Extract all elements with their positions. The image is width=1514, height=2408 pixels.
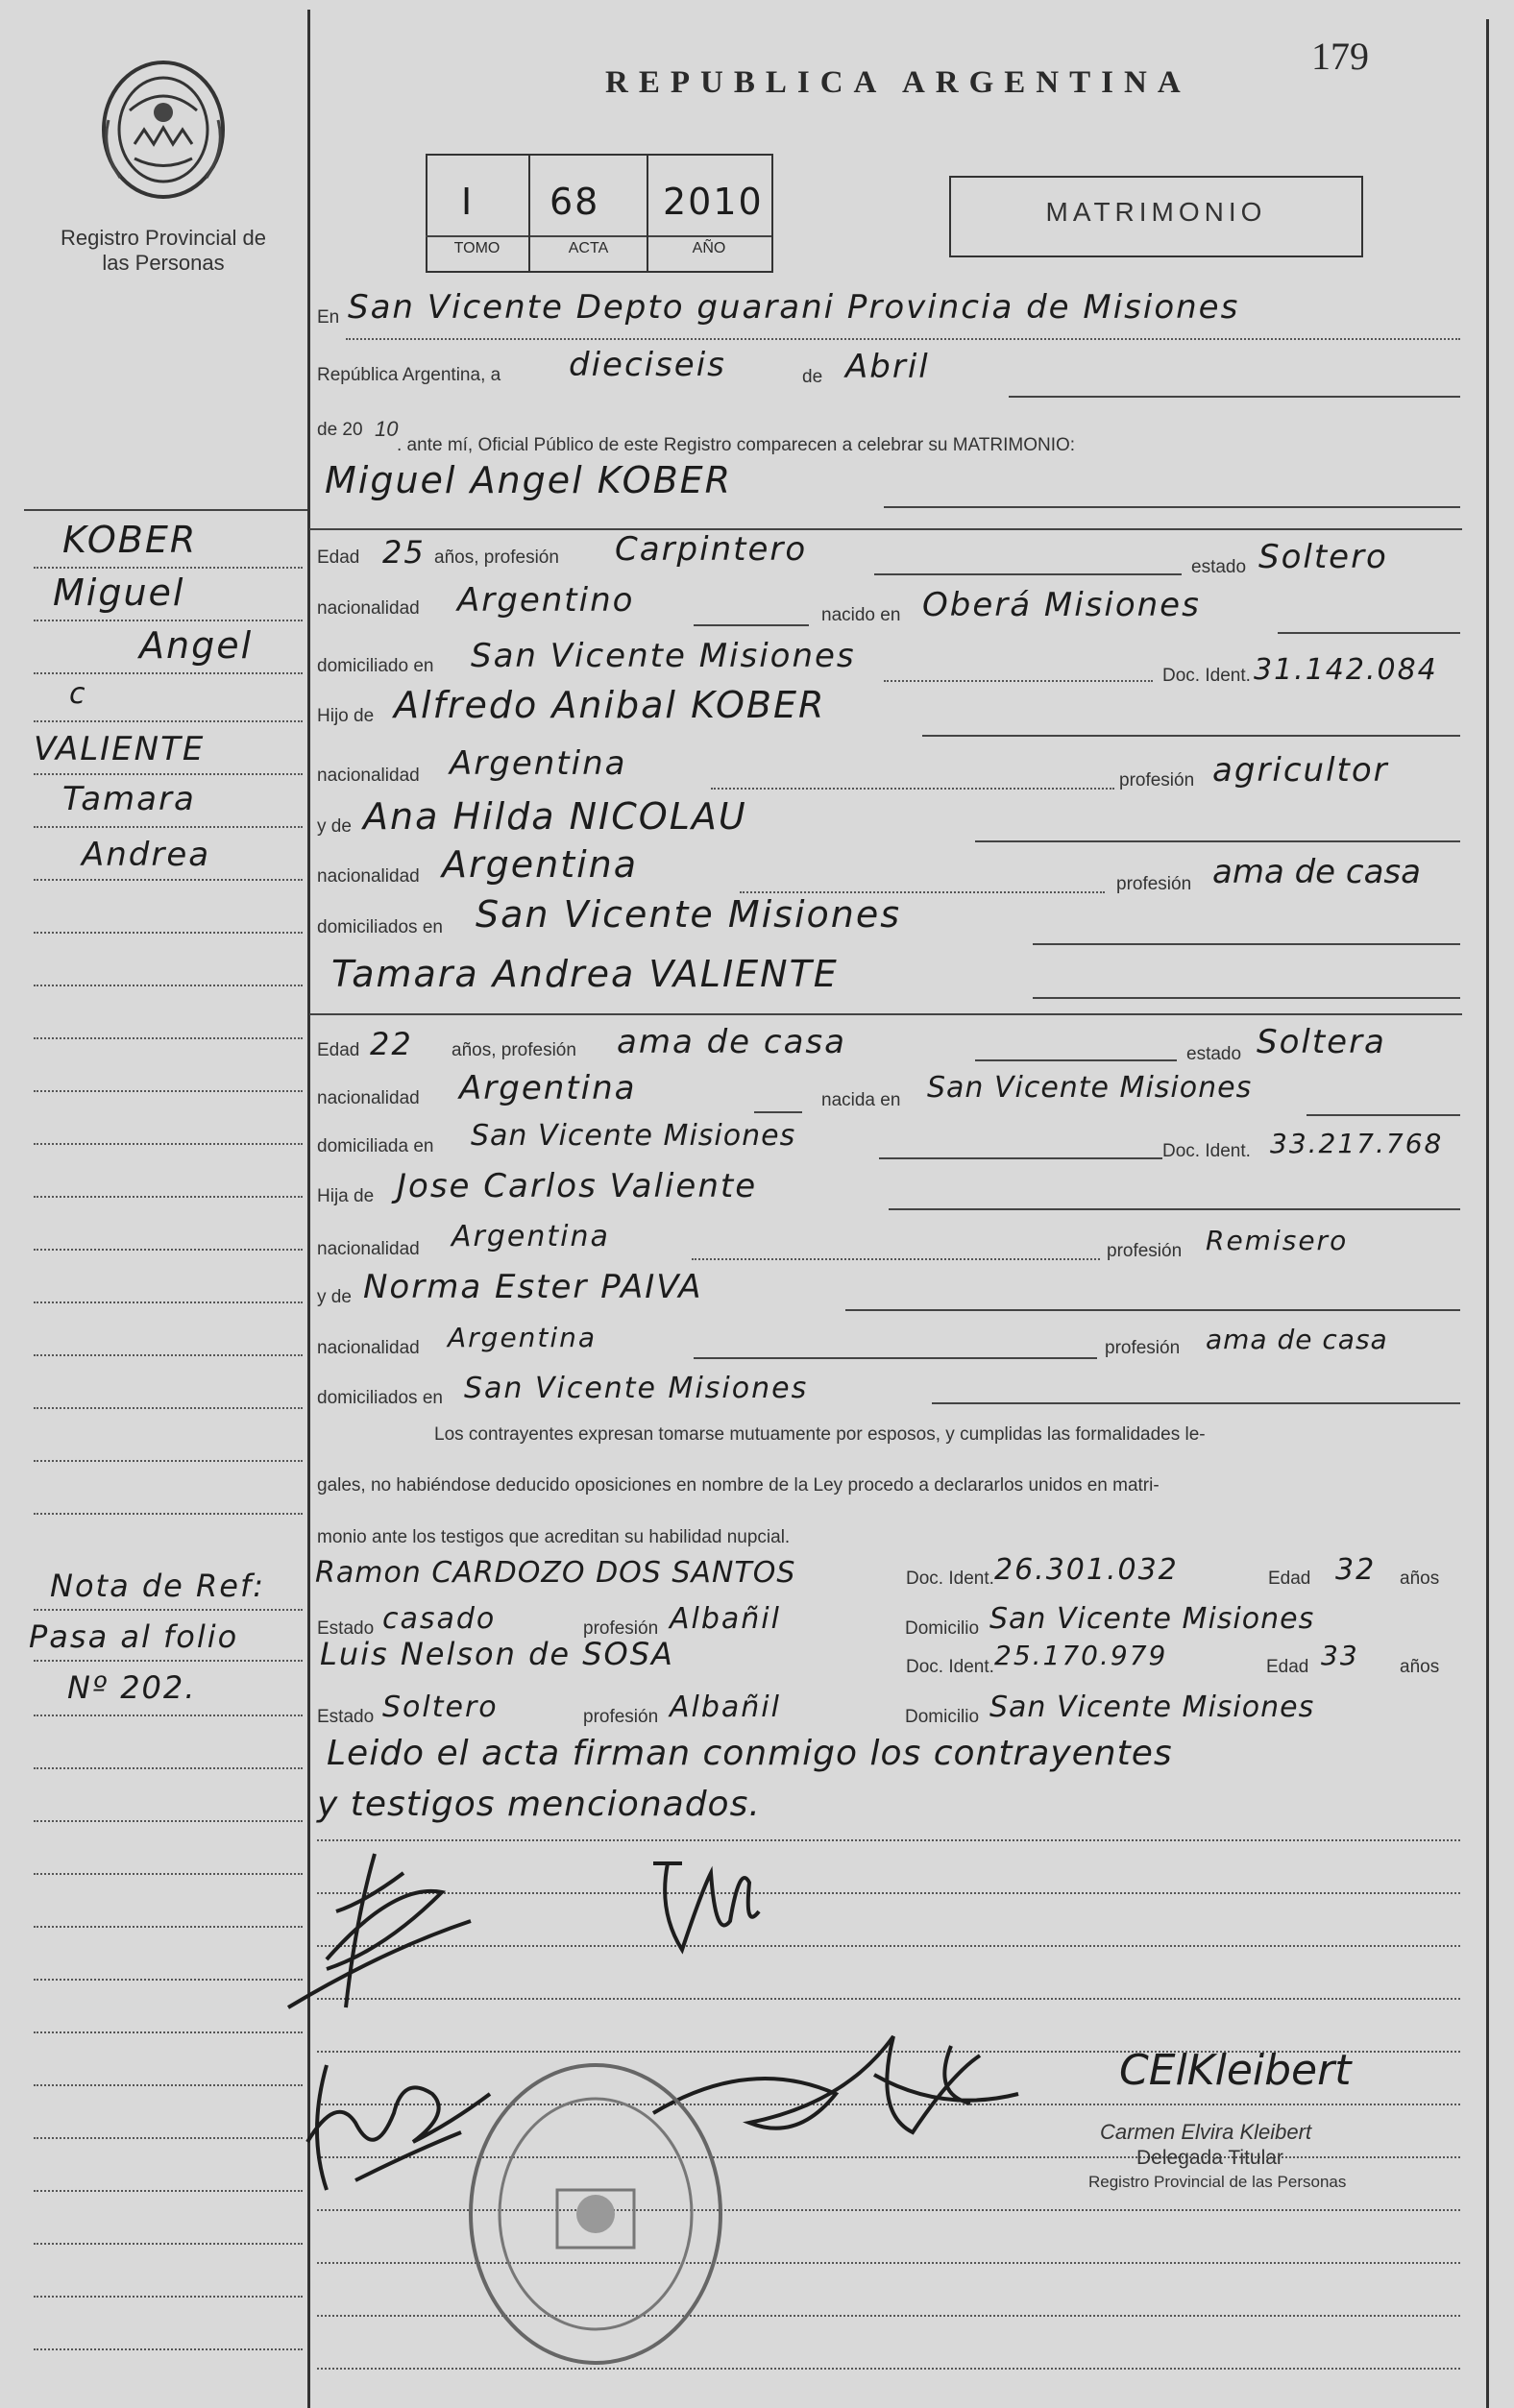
groom-madre: Ana Hilda NICOLAU [363, 795, 747, 838]
month: Abril [845, 348, 930, 386]
groom-estado-label: estado [1191, 557, 1247, 577]
groom-padre-prof: agricultor [1212, 751, 1389, 790]
bride-estado-label: estado [1186, 1044, 1242, 1064]
witness1-dom-label: Domicilio [905, 1618, 980, 1639]
margin-line-32 [34, 2243, 303, 2245]
bride-madre-line [845, 1309, 1460, 1311]
bride-padre-prof-label: profesión [1107, 1241, 1183, 1261]
groom-padre-prof-label: profesión [1119, 770, 1195, 791]
margin-line-8 [34, 932, 303, 934]
bride-full-name: Tamara Andrea VALIENTE [331, 953, 839, 995]
en-label: En [317, 307, 340, 328]
groom-anios-profesion: años, profesión [434, 547, 559, 568]
registry-title: Registro Provincial de las Personas [61, 226, 266, 275]
right-line-2 [317, 1892, 1460, 1894]
witness2-edad-label: Edad [1266, 1657, 1309, 1677]
margin-surname: KOBER [62, 519, 198, 561]
groom-profesion: Carpintero [615, 530, 808, 569]
document-type: MATRIMONIO [1045, 197, 1267, 227]
margin-name-4: Andrea [82, 836, 211, 874]
margin-line-34 [34, 2348, 303, 2350]
groom-padres-dom-line [1033, 943, 1460, 945]
margin-line-33 [34, 2296, 303, 2298]
witness1-estado: casado [382, 1602, 497, 1636]
margin-line-5 [34, 773, 303, 775]
bride-dom-line [879, 1157, 1162, 1159]
witness2-estado-label: Estado [317, 1707, 375, 1727]
right-line-4 [317, 1998, 1460, 2000]
margin-line-25 [34, 1873, 303, 1875]
witness2-estado: Soltero [382, 1690, 499, 1724]
margin-line-21 [34, 1660, 303, 1662]
bride-edad: 22 [370, 1026, 413, 1062]
margin-line-22 [34, 1715, 303, 1716]
bride-domicilio: San Vicente Misiones [471, 1119, 796, 1153]
legal-line-3: monio ante los testigos que acreditan su habilidad nupcial. [317, 1527, 791, 1547]
bride-anios-profesion: años, profesión [452, 1040, 576, 1060]
republica-label: República Argentina, a [317, 365, 501, 385]
bride-yde-label: y de [317, 1287, 352, 1307]
margin-line-27 [34, 1979, 303, 1981]
right-line-3 [317, 1945, 1460, 1947]
witness2-domicilio: San Vicente Misiones [989, 1690, 1315, 1724]
groom-madre-nac-label: nacionalidad [317, 866, 420, 887]
tomo-label: TOMO [453, 240, 501, 256]
groom-edad: 25 [382, 534, 426, 571]
groom-padres-dom: San Vicente Misiones [476, 893, 902, 936]
year-suffix: 10 [375, 417, 399, 441]
legal-line-2: gales, no habiéndose deducido oposiciones en nombre de la Ley procedo a declararlos unidos en matri- [317, 1475, 1160, 1496]
groom-madre-prof-label: profesión [1116, 874, 1192, 894]
bride-padres-dom: San Vicente Misiones [464, 1372, 809, 1405]
place-line [346, 338, 1460, 340]
witness2-prof-label: profesión [583, 1707, 659, 1727]
witness2-profesion: Albañil [670, 1690, 781, 1724]
bride-padre: Jose Carlos Valiente [397, 1167, 758, 1205]
bride-madre-nac: Argentina [448, 1322, 598, 1353]
groom-name-line [884, 506, 1460, 508]
country-title: REPUBLICA ARGENTINA [605, 65, 1191, 100]
de-label: de [802, 367, 823, 387]
province-seal-logo [91, 53, 235, 207]
bride-prof-line [975, 1059, 1177, 1061]
witness2-doc: 25.170.979 [994, 1640, 1168, 1671]
bride-madre-nac-label: nacionalidad [317, 1338, 420, 1358]
acta-value: 68 [549, 181, 600, 223]
margin-line-3 [34, 672, 303, 674]
witness2-edad: 33 [1321, 1640, 1359, 1671]
groom-yde-label: y de [317, 816, 352, 837]
bride-padre-nac-label: nacionalidad [317, 1239, 420, 1259]
witness2-doc-label: Doc. Ident. [906, 1657, 994, 1677]
groom-nac-label: nacionalidad [317, 598, 420, 619]
bride-padre-nac: Argentina [452, 1220, 610, 1253]
groom-prof-line [874, 573, 1182, 575]
anio-label: AÑO [692, 240, 726, 256]
margin-note-1: Nota de Ref: [50, 1568, 265, 1604]
margin-line-30 [34, 2137, 303, 2139]
groom-madre-nac: Argentina [442, 843, 639, 886]
bride-name-line [1033, 997, 1460, 999]
groom-hijo-label: Hijo de [317, 706, 375, 726]
margin-line-23 [34, 1767, 303, 1769]
year-prefix: de 20 [317, 420, 363, 440]
margin-line-6 [34, 826, 303, 828]
bride-padres-dom-label: domiciliados en [317, 1388, 443, 1408]
comparecen-text: . ante mí, Oficial Público de este Registro comparecen a celebrar su MATRIMONIO: [397, 435, 1076, 455]
margin-line-16 [34, 1354, 303, 1356]
day: dieciseis [569, 346, 726, 384]
margin-line-4 [34, 720, 303, 722]
witness1-domicilio: San Vicente Misiones [989, 1602, 1315, 1636]
acta-label: ACTA [568, 240, 609, 256]
margin-line-18 [34, 1460, 303, 1462]
margin-line-7 [34, 879, 303, 881]
bride-signature [644, 1854, 769, 1969]
official-name: Carmen Elvira Kleibert [1100, 2120, 1312, 2144]
bride-padre-line [889, 1208, 1460, 1210]
bride-hija-label: Hija de [317, 1186, 375, 1206]
witness1-doc: 26.301.032 [994, 1553, 1179, 1587]
closing-line-1: Leido el acta firman conmigo los contrayentes [327, 1734, 1173, 1773]
margin-surname-2: VALIENTE [34, 730, 206, 768]
margin-line-9 [34, 985, 303, 986]
margin-line-31 [34, 2190, 303, 2192]
groom-dom-label: domiciliado en [317, 656, 434, 676]
bride-nacionalidad: Argentina [459, 1069, 637, 1107]
witness1-edad: 32 [1335, 1553, 1377, 1587]
margin-line-2 [34, 620, 303, 621]
groom-nacido-line [1278, 632, 1460, 634]
official-office: Registro Provincial de las Personas [1088, 2173, 1347, 2191]
margin-conj: c [69, 677, 87, 711]
witness1-profesion: Albañil [670, 1602, 781, 1636]
margin-line-29 [34, 2084, 303, 2086]
bride-padre-prof: Remisero [1206, 1225, 1349, 1256]
margin-line-20 [34, 1609, 303, 1611]
groom-estado: Soltero [1258, 538, 1388, 576]
groom-padre-nac-line [711, 788, 1114, 790]
right-margin-rule [1486, 19, 1489, 2408]
bride-doc-label: Doc. Ident. [1162, 1141, 1251, 1161]
witness2-dom-label: Domicilio [905, 1707, 980, 1727]
groom-padre-line [922, 735, 1460, 737]
groom-dom-line [884, 680, 1153, 682]
groom-padre: Alfredo Anibal KOBER [394, 684, 826, 726]
bride-nacida-label: nacida en [821, 1090, 901, 1110]
witness1-name: Ramon CARDOZO DOS SANTOS [315, 1556, 796, 1590]
witness1-estado-label: Estado [317, 1618, 375, 1639]
official-title: Delegada Titular [1136, 2147, 1283, 2169]
witness1-prof-label: profesión [583, 1618, 659, 1639]
bride-edad-label: Edad [317, 1040, 360, 1060]
legal-line-1: Los contrayentes expresan tomarse mutuamente por esposos, y cumplidas las formalidades le- [434, 1424, 1206, 1445]
record-box-divider [426, 235, 771, 237]
margin-line-24 [34, 1820, 303, 1822]
bride-madre: Norma Ester PAIVA [363, 1268, 703, 1306]
bride-doc: 33.217.768 [1270, 1128, 1444, 1159]
bride-madre-prof-label: profesión [1105, 1338, 1181, 1358]
margin-line-1 [34, 567, 303, 569]
bride-madre-nac-line [694, 1357, 1097, 1359]
margin-note-3: Nº 202. [67, 1669, 197, 1706]
date-line [1009, 396, 1460, 398]
margin-name-3: Tamara [62, 780, 196, 818]
groom-padre-nac-label: nacionalidad [317, 766, 420, 786]
groom-madre-prof: ama de casa [1212, 853, 1421, 891]
official-stamp [461, 2055, 730, 2372]
groom-full-name: Miguel Angel KOBER [325, 459, 733, 501]
groom-section-rule [309, 528, 1462, 530]
groom-madre-line [975, 840, 1460, 842]
margin-line-14 [34, 1249, 303, 1251]
margin-name-1: Miguel [53, 572, 185, 614]
groom-nacionalidad: Argentino [457, 581, 635, 620]
margin-name-2: Angel [139, 624, 254, 667]
margin-line-26 [34, 1926, 303, 1928]
bride-nacida: San Vicente Misiones [927, 1071, 1253, 1105]
margin-line-15 [34, 1301, 303, 1303]
groom-signature [269, 1844, 480, 2027]
groom-doc: 31.142.084 [1254, 653, 1438, 687]
margin-line-17 [34, 1407, 303, 1409]
groom-padre-nac: Argentina [450, 744, 627, 783]
groom-padres-dom-label: domiciliados en [317, 917, 443, 937]
witness2-name: Luis Nelson de SOSA [320, 1636, 674, 1672]
bride-padres-dom-line [932, 1402, 1460, 1404]
margin-line-10 [34, 1037, 303, 1039]
margin-line-19 [34, 1513, 303, 1515]
place: San Vicente Depto guarani Provincia de Misiones [348, 288, 1240, 327]
witness1-anios: años [1400, 1569, 1440, 1589]
groom-nacido: Oberá Misiones [922, 586, 1201, 624]
margin-line-28 [34, 2031, 303, 2033]
official-signature: CElKleibert [1119, 2046, 1352, 2095]
groom-nac-line [694, 624, 809, 626]
bride-nac-label: nacionalidad [317, 1088, 420, 1108]
bride-section-rule [309, 1013, 1462, 1015]
groom-nacido-label: nacido en [821, 605, 901, 625]
groom-domicilio: San Vicente Misiones [471, 637, 856, 675]
margin-line-11 [34, 1090, 303, 1092]
bride-profesion: ama de casa [617, 1023, 846, 1061]
groom-edad-label: Edad [317, 547, 360, 568]
tomo-value: I [461, 181, 475, 223]
witness2-anios: años [1400, 1657, 1440, 1677]
closing-line-2: y testigos mencionados. [317, 1785, 761, 1824]
bride-estado: Soltera [1257, 1023, 1386, 1061]
margin-note-2: Pasa al folio [29, 1618, 239, 1655]
page-number: 179 [1311, 35, 1369, 78]
witness1-edad-label: Edad [1268, 1569, 1311, 1589]
margin-top-rule [24, 509, 307, 511]
bride-nacida-line [1306, 1114, 1460, 1116]
bride-nac-line [754, 1111, 802, 1113]
margin-line-12 [34, 1143, 303, 1145]
anio-value: 2010 [663, 181, 764, 223]
margin-line-13 [34, 1196, 303, 1198]
groom-doc-label: Doc. Ident. [1162, 666, 1251, 686]
bride-padre-nac-line [692, 1258, 1100, 1260]
witness1-doc-label: Doc. Ident. [906, 1569, 994, 1589]
bride-madre-prof: ama de casa [1206, 1324, 1388, 1355]
right-line-1 [317, 1839, 1460, 1841]
bride-dom-label: domiciliada en [317, 1136, 434, 1156]
